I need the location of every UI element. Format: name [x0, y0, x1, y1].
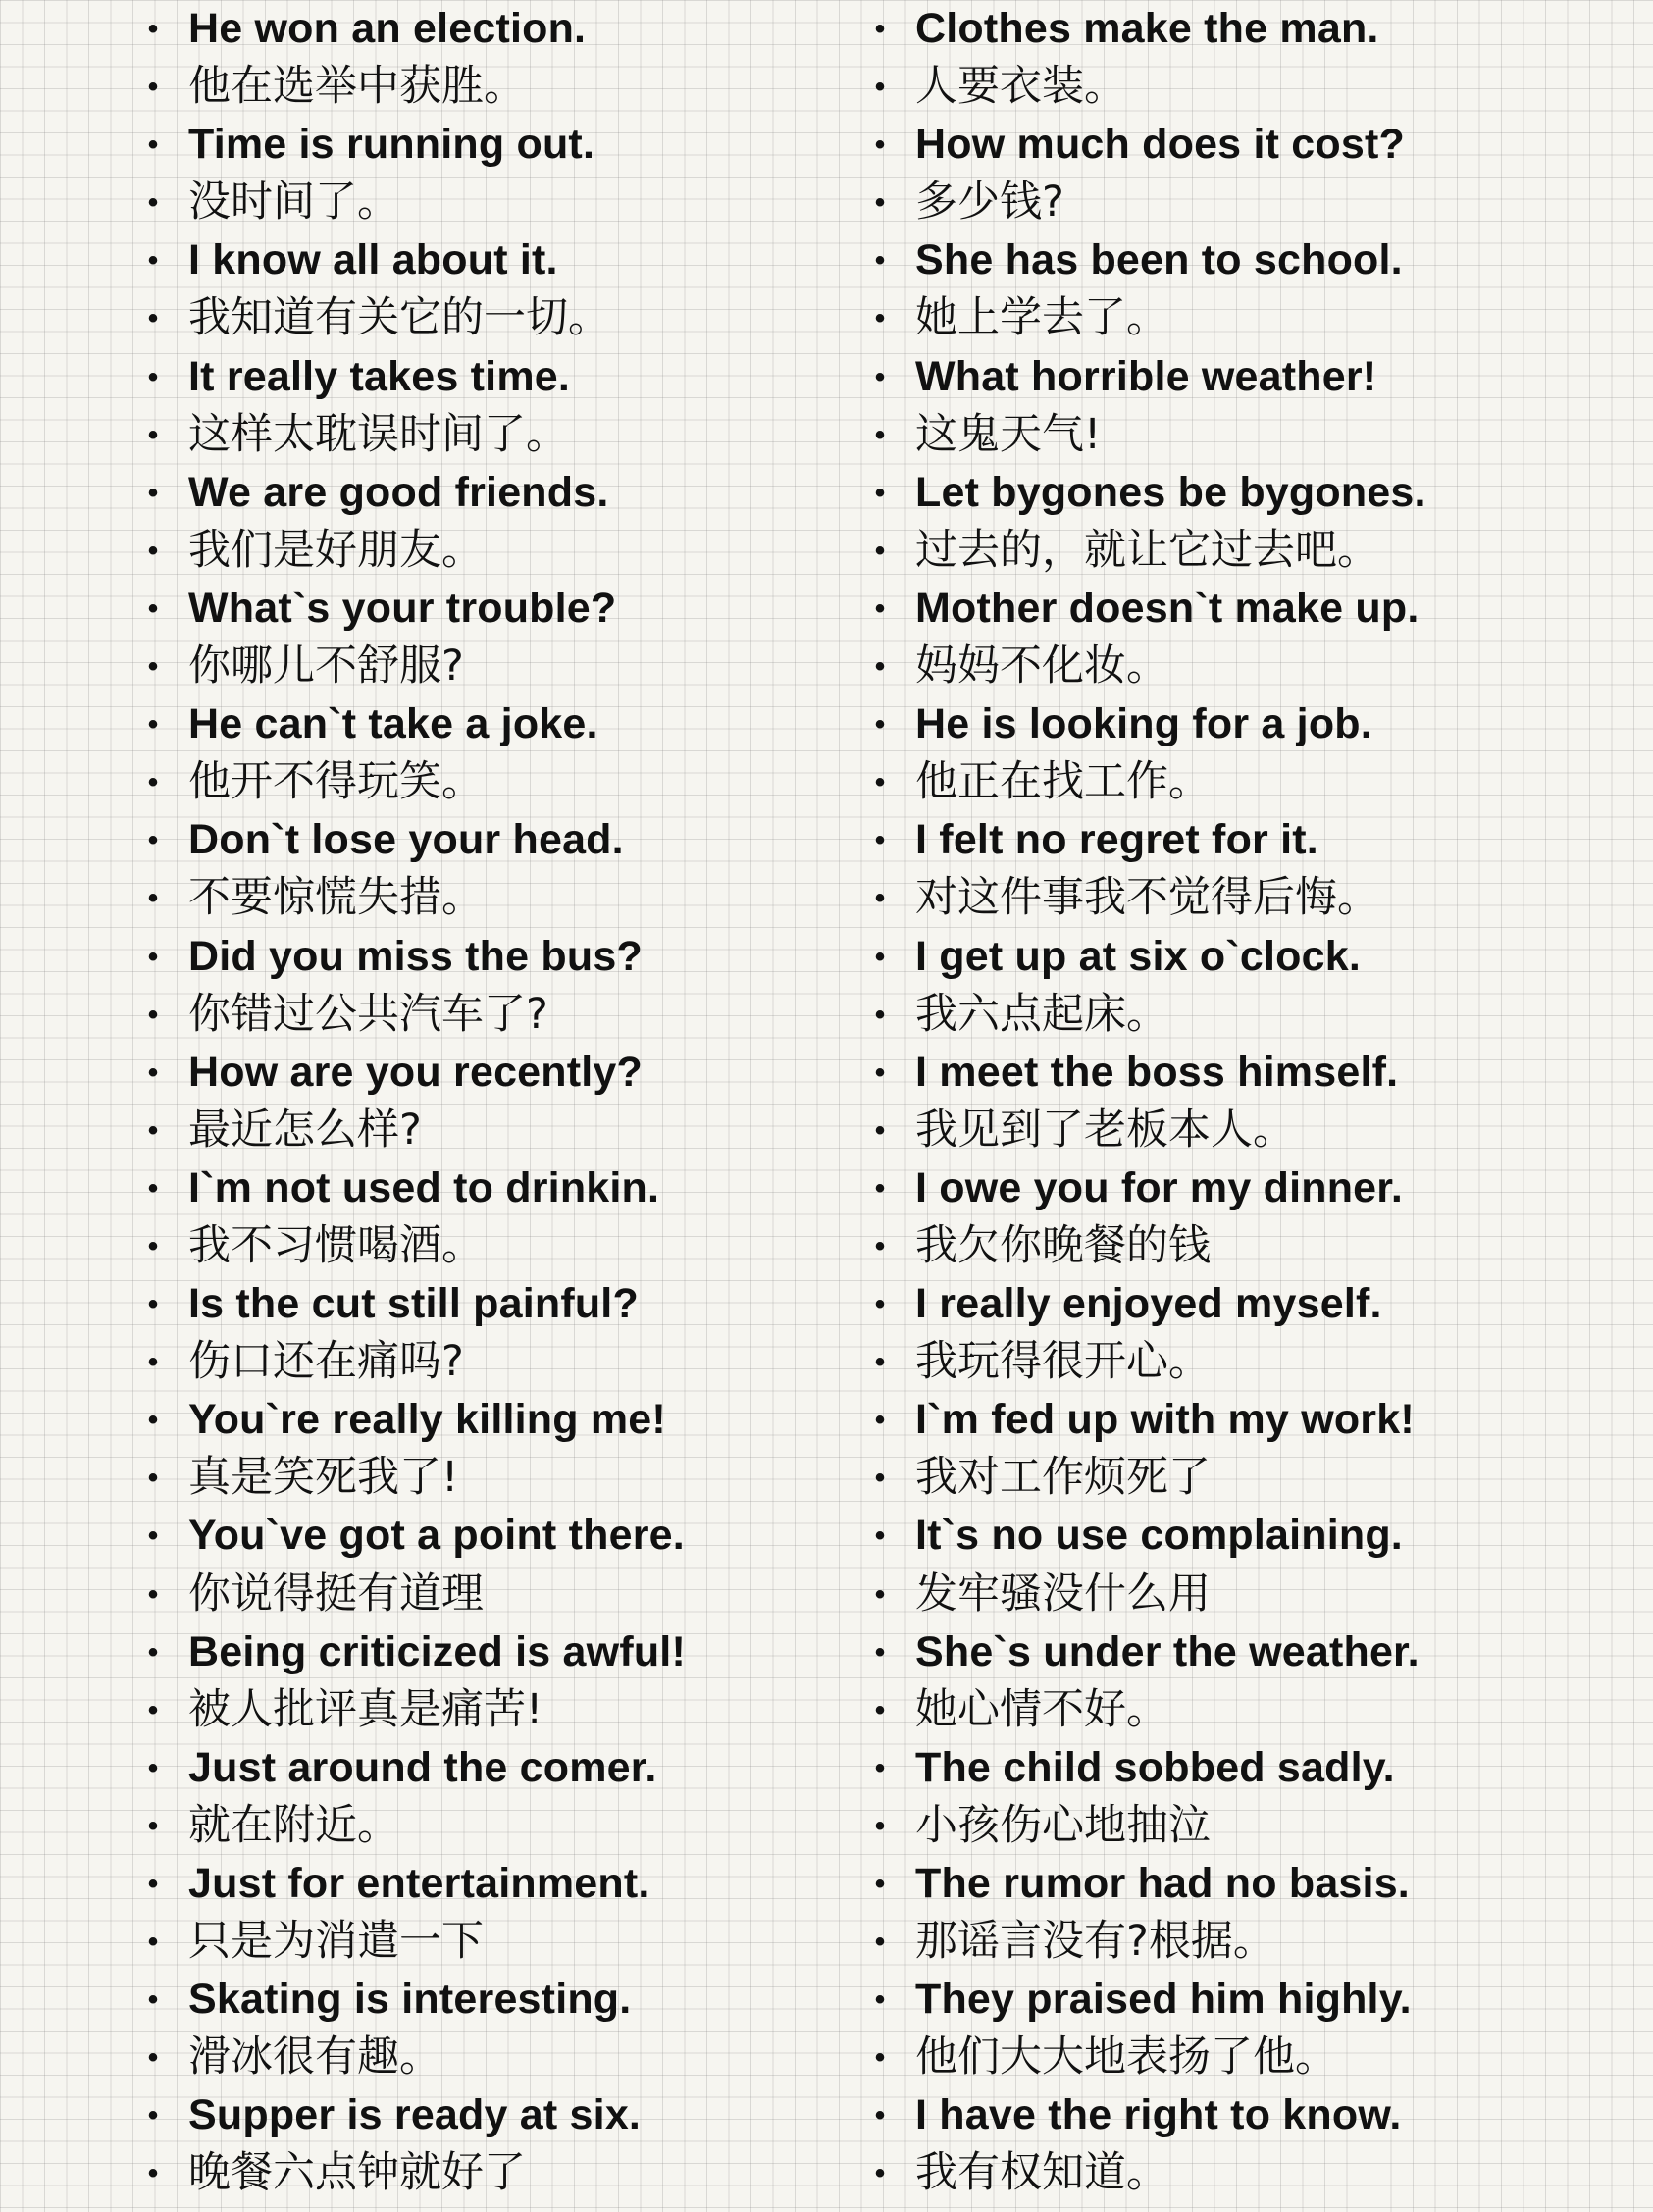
- bullet-icon: •: [147, 1171, 159, 1205]
- bullet-icon: •: [874, 1519, 886, 1553]
- bullet-icon: •: [147, 1055, 159, 1089]
- english-phrase-text: Supper is ready at six.: [188, 2091, 642, 2139]
- chinese-translation-text: 妈妈不化妆。: [915, 642, 1168, 692]
- english-phrase-text: It really takes time.: [188, 352, 571, 400]
- bullet-icon: •: [874, 1055, 886, 1089]
- bullet-icon: •: [147, 476, 159, 509]
- english-phrase-item: [143, 928, 850, 986]
- bullet-icon: •: [147, 2099, 159, 2133]
- chinese-translation-item: [143, 1449, 850, 1507]
- english-phrase-text: He won an election.: [188, 5, 587, 52]
- chinese-translation-item: [143, 753, 850, 811]
- chinese-translation-item: [870, 1217, 1576, 1275]
- bullet-icon: •: [874, 1983, 886, 2017]
- chinese-translation-item: [143, 1913, 850, 1971]
- english-phrase-text: You`ve got a point there.: [188, 1512, 685, 1560]
- english-phrase-text: The rumor had no basis.: [915, 1860, 1410, 1907]
- bullet-icon: •: [147, 534, 159, 567]
- bullet-icon: •: [874, 1346, 886, 1379]
- english-phrase-text: I have the right to know.: [915, 2091, 1402, 2139]
- chinese-translation-text: 滑冰很有趣。: [188, 2032, 441, 2083]
- bullet-icon: •: [147, 2157, 159, 2190]
- english-phrase-text: She has been to school.: [915, 236, 1403, 284]
- bullet-icon: •: [874, 1229, 886, 1262]
- chinese-translation-item: [143, 406, 850, 464]
- bullet-icon: •: [874, 882, 886, 915]
- chinese-translation-item: [143, 1681, 850, 1739]
- english-phrase-item: [870, 580, 1576, 638]
- bullet-icon: •: [874, 186, 886, 220]
- english-phrase-text: Let bygones be bygones.: [915, 468, 1426, 516]
- english-phrase-text: I`m not used to drinkin.: [188, 1163, 660, 1211]
- bullet-icon: •: [147, 1404, 159, 1437]
- chinese-translation-text: 他在选举中获胜。: [188, 62, 526, 112]
- english-phrase-text: The child sobbed sadly.: [915, 1743, 1395, 1791]
- english-phrase-text: He is looking for a job.: [915, 700, 1372, 748]
- english-phrase-item: [143, 464, 850, 522]
- chinese-translation-item: [870, 986, 1576, 1044]
- bullet-icon: •: [874, 708, 886, 742]
- chinese-translation-text: 这鬼天气!: [915, 409, 1102, 459]
- bullet-icon: •: [874, 940, 886, 973]
- bullet-icon: •: [874, 1926, 886, 1959]
- bullet-icon: •: [147, 186, 159, 220]
- english-phrase-item: [870, 464, 1576, 522]
- english-phrase-text: Did you miss the bus?: [188, 932, 643, 980]
- chinese-translation-text: 我们是好朋友。: [188, 525, 484, 575]
- chinese-translation-item: [143, 1797, 850, 1855]
- english-phrase-item: [870, 1044, 1576, 1102]
- english-phrase-item: [143, 1159, 850, 1217]
- english-phrase-text: I owe you for my dinner.: [915, 1163, 1403, 1211]
- chinese-translation-text: 这样太耽误时间了。: [188, 409, 568, 459]
- chinese-translation-text: 我六点起床。: [915, 989, 1168, 1039]
- chinese-translation-text: 你错过公共汽车了?: [188, 989, 548, 1039]
- bullet-icon: •: [147, 302, 159, 335]
- chinese-translation-item: [143, 1333, 850, 1391]
- english-phrase-item: [143, 231, 850, 289]
- bullet-icon: •: [147, 13, 159, 45]
- chinese-translation-text: 不要惊慌失措。: [188, 873, 484, 923]
- chinese-translation-item: [143, 522, 850, 580]
- english-phrase-item: [143, 1275, 850, 1333]
- english-phrase-text: Being criticized is awful!: [188, 1627, 686, 1675]
- chinese-translation-item: [870, 753, 1576, 811]
- bullet-icon: •: [874, 1113, 886, 1147]
- chinese-translation-item: [870, 2029, 1576, 2086]
- chinese-translation-text: 就在附近。: [188, 1800, 399, 1850]
- bullet-icon: •: [874, 1462, 886, 1495]
- bullet-icon: •: [147, 708, 159, 742]
- english-phrase-item: [143, 116, 850, 174]
- chinese-translation-item: [870, 522, 1576, 580]
- english-phrase-item: [143, 0, 850, 58]
- bullet-icon: •: [874, 302, 886, 335]
- bullet-icon: •: [874, 71, 886, 104]
- bullet-icon: •: [147, 360, 159, 393]
- english-phrase-text: Just for entertainment.: [188, 1860, 650, 1907]
- english-phrase-item: [143, 1044, 850, 1102]
- bullet-icon: •: [147, 650, 159, 684]
- chinese-translation-text: 晚餐六点钟就好了: [188, 2148, 526, 2198]
- english-phrase-text: Is the cut still painful?: [188, 1280, 639, 1328]
- chinese-translation-text: 那谣言没有?根据。: [915, 1917, 1275, 1967]
- english-phrase-text: She`s under the weather.: [915, 1627, 1420, 1675]
- english-phrase-item: [870, 1971, 1576, 2029]
- chinese-translation-text: 他正在找工作。: [915, 757, 1211, 807]
- bullet-icon: •: [874, 998, 886, 1031]
- bullet-icon: •: [147, 418, 159, 451]
- bullet-icon: •: [147, 1751, 159, 1784]
- chinese-translation-text: 我见到了老板本人。: [915, 1105, 1295, 1155]
- bullet-icon: •: [874, 766, 886, 799]
- english-phrase-item: [870, 231, 1576, 289]
- bullet-icon: •: [147, 1346, 159, 1379]
- chinese-translation-item: [143, 174, 850, 231]
- bullet-icon: •: [874, 1404, 886, 1437]
- bullet-icon: •: [874, 418, 886, 451]
- chinese-translation-text: 发牢骚没什么用: [915, 1569, 1211, 1619]
- bullet-icon: •: [147, 1635, 159, 1669]
- english-phrase-text: What`s your trouble?: [188, 584, 617, 632]
- english-phrase-text: How much does it cost?: [915, 121, 1405, 169]
- phrase-list-left: [143, 0, 850, 2203]
- english-phrase-item: [870, 1739, 1576, 1797]
- english-phrase-text: What horrible weather!: [915, 352, 1377, 400]
- english-phrase-text: Clothes make the man.: [915, 5, 1379, 52]
- bullet-icon: •: [874, 1809, 886, 1842]
- chinese-translation-item: [870, 58, 1576, 116]
- chinese-translation-text: 只是为消遣一下: [188, 1917, 484, 1967]
- chinese-translation-item: [143, 1102, 850, 1159]
- bullet-icon: •: [147, 882, 159, 915]
- chinese-translation-text: 最近怎么样?: [188, 1105, 422, 1155]
- chinese-translation-item: [143, 869, 850, 927]
- chinese-translation-text: 我欠你晚餐的钱: [915, 1220, 1211, 1270]
- chinese-translation-item: [870, 2144, 1576, 2202]
- bullet-icon: •: [874, 1171, 886, 1205]
- bullet-icon: •: [874, 1635, 886, 1669]
- chinese-translation-text: 真是笑死我了!: [188, 1453, 459, 1503]
- english-phrase-text: I`m fed up with my work!: [915, 1396, 1415, 1444]
- chinese-translation-text: 过去的，就让它过去吧。: [915, 525, 1379, 575]
- bullet-icon: •: [147, 998, 159, 1031]
- bullet-icon: •: [874, 2099, 886, 2133]
- english-phrase-item: [870, 0, 1576, 58]
- chinese-translation-item: [870, 1333, 1576, 1391]
- chinese-translation-text: 伤口还在痛吗?: [188, 1337, 464, 1387]
- chinese-translation-text: 人要衣装。: [915, 62, 1126, 112]
- bullet-icon: •: [147, 1229, 159, 1262]
- chinese-translation-item: [143, 58, 850, 116]
- bullet-icon: •: [874, 244, 886, 278]
- bullet-icon: •: [874, 476, 886, 509]
- bullet-icon: •: [147, 71, 159, 104]
- chinese-translation-text: 多少钱?: [915, 178, 1064, 228]
- bullet-icon: •: [147, 1113, 159, 1147]
- english-phrase-text: They praised him highly.: [915, 1976, 1412, 2024]
- bullet-icon: •: [874, 360, 886, 393]
- english-phrase-item: [143, 1739, 850, 1797]
- chinese-translation-item: [870, 406, 1576, 464]
- chinese-translation-item: [870, 174, 1576, 231]
- english-phrase-item: [143, 2086, 850, 2144]
- english-phrase-text: You`re really killing me!: [188, 1396, 666, 1444]
- english-phrase-item: [143, 580, 850, 638]
- english-phrase-item: [870, 2086, 1576, 2144]
- english-phrase-text: We are good friends.: [188, 468, 609, 516]
- english-phrase-item: [870, 1623, 1576, 1681]
- bullet-icon: •: [874, 2041, 886, 2075]
- english-phrase-text: Skating is interesting.: [188, 1976, 632, 2024]
- chinese-translation-item: [870, 1449, 1576, 1507]
- english-phrase-text: Time is running out.: [188, 121, 595, 169]
- english-phrase-item: [143, 1507, 850, 1565]
- english-phrase-item: [870, 811, 1576, 869]
- chinese-translation-item: [143, 2029, 850, 2086]
- bullet-icon: •: [147, 940, 159, 973]
- english-phrase-item: [143, 1391, 850, 1449]
- english-phrase-text: He can`t take a joke.: [188, 700, 598, 748]
- bullet-icon: •: [147, 1519, 159, 1553]
- english-phrase-text: I get up at six o`clock.: [915, 932, 1362, 980]
- english-phrase-item: [870, 695, 1576, 753]
- bullet-icon: •: [147, 1288, 159, 1321]
- english-phrase-text: I know all about it.: [188, 236, 558, 284]
- bullet-icon: •: [874, 1577, 886, 1611]
- english-phrase-text: Mother doesn`t make up.: [915, 584, 1420, 632]
- english-phrase-text: How are you recently?: [188, 1048, 644, 1096]
- bullet-icon: •: [874, 650, 886, 684]
- chinese-translation-item: [143, 1217, 850, 1275]
- bullet-icon: •: [147, 129, 159, 162]
- chinese-translation-text: 我对工作烦死了: [915, 1453, 1211, 1503]
- chinese-translation-text: 他们大大地表扬了他。: [915, 2032, 1337, 2083]
- english-phrase-text: I really enjoyed myself.: [915, 1280, 1382, 1328]
- bullet-icon: •: [874, 824, 886, 857]
- english-phrase-item: [143, 811, 850, 869]
- english-phrase-text: Don`t lose your head.: [188, 816, 624, 864]
- chinese-translation-item: [870, 1566, 1576, 1623]
- chinese-translation-text: 我玩得很开心。: [915, 1337, 1211, 1387]
- chinese-translation-text: 你哪儿不舒服?: [188, 642, 464, 692]
- chinese-translation-text: 他开不得玩笑。: [188, 757, 484, 807]
- chinese-translation-item: [143, 638, 850, 695]
- chinese-translation-text: 没时间了。: [188, 178, 399, 228]
- phrase-list-right: [870, 0, 1576, 2203]
- english-phrase-item: [870, 1855, 1576, 1913]
- chinese-translation-text: 小孩伤心地抽泣: [915, 1800, 1211, 1850]
- bullet-icon: •: [147, 1577, 159, 1611]
- bullet-icon: •: [147, 1983, 159, 2017]
- bullet-icon: •: [147, 1809, 159, 1842]
- english-phrase-text: I meet the boss himself.: [915, 1048, 1399, 1096]
- bullet-icon: •: [874, 592, 886, 625]
- english-phrase-item: [870, 116, 1576, 174]
- english-phrase-text: I felt no regret for it.: [915, 816, 1318, 864]
- english-phrase-item: [143, 695, 850, 753]
- chinese-translation-item: [870, 1797, 1576, 1855]
- chinese-translation-item: [143, 1566, 850, 1623]
- bullet-icon: •: [147, 1868, 159, 1900]
- chinese-translation-item: [143, 289, 850, 347]
- english-phrase-item: [870, 348, 1576, 406]
- chinese-translation-text: 她心情不好。: [915, 1684, 1168, 1734]
- bullet-icon: •: [147, 1693, 159, 1726]
- chinese-translation-text: 我有权知道。: [915, 2148, 1168, 2198]
- bullet-icon: •: [147, 1462, 159, 1495]
- chinese-translation-item: [870, 869, 1576, 927]
- bullet-icon: •: [147, 2041, 159, 2075]
- chinese-translation-item: [870, 1681, 1576, 1739]
- chinese-translation-item: [143, 2144, 850, 2202]
- english-phrase-text: Just around the comer.: [188, 1743, 657, 1791]
- chinese-translation-text: 对这件事我不觉得后悔。: [915, 873, 1379, 923]
- english-phrase-item: [143, 348, 850, 406]
- bullet-icon: •: [874, 129, 886, 162]
- chinese-translation-item: [870, 289, 1576, 347]
- chinese-translation-text: 你说得挺有道理: [188, 1569, 484, 1619]
- chinese-translation-text: 我不习惯喝酒。: [188, 1220, 484, 1270]
- bullet-icon: •: [874, 1868, 886, 1900]
- chinese-translation-item: [143, 986, 850, 1044]
- english-phrase-item: [870, 1507, 1576, 1565]
- bullet-icon: •: [874, 2157, 886, 2190]
- bullet-icon: •: [874, 534, 886, 567]
- english-phrase-item: [870, 1391, 1576, 1449]
- english-phrase-item: [870, 1159, 1576, 1217]
- english-phrase-item: [143, 1855, 850, 1913]
- chinese-translation-text: 我知道有关它的一切。: [188, 293, 610, 343]
- bullet-icon: •: [147, 592, 159, 625]
- bullet-icon: •: [874, 1693, 886, 1726]
- bullet-icon: •: [147, 244, 159, 278]
- english-phrase-item: [870, 928, 1576, 986]
- chinese-translation-text: 被人批评真是痛苦!: [188, 1684, 543, 1734]
- bullet-icon: •: [874, 13, 886, 45]
- chinese-translation-item: [870, 638, 1576, 695]
- english-phrase-item: [870, 1275, 1576, 1333]
- bullet-icon: •: [874, 1751, 886, 1784]
- english-phrase-item: [143, 1623, 850, 1681]
- chinese-translation-item: [870, 1913, 1576, 1971]
- chinese-translation-item: [870, 1102, 1576, 1159]
- bullet-icon: •: [147, 766, 159, 799]
- english-phrase-item: [143, 1971, 850, 2029]
- bullet-icon: •: [147, 1926, 159, 1959]
- chinese-translation-text: 她上学去了。: [915, 293, 1168, 343]
- bullet-icon: •: [147, 824, 159, 857]
- bullet-icon: •: [874, 1288, 886, 1321]
- english-phrase-text: It`s no use complaining.: [915, 1512, 1403, 1560]
